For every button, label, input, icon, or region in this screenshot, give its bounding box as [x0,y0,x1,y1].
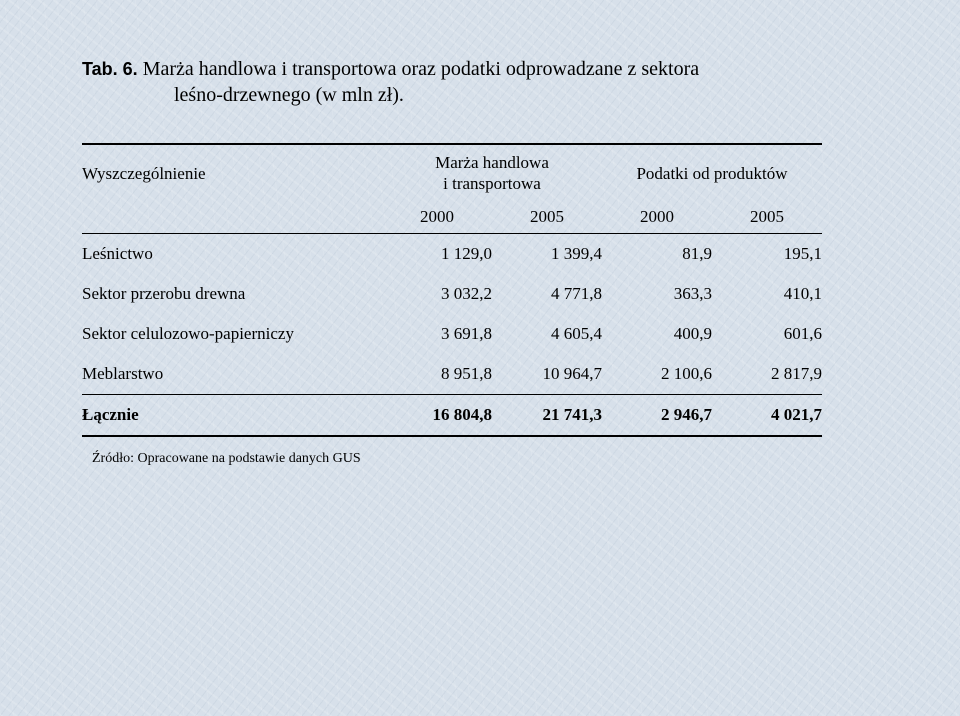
header-year: 2005 [492,201,602,234]
cell-value: 8 951,8 [441,364,492,383]
cell-value: 363,3 [673,284,712,303]
cell-value: 1 399,4 [551,244,602,263]
source-note: Źródło: Opracowane na podstawie danych GUS [92,451,361,466]
row-label: Meblarstwo [82,364,164,383]
header-year: 2005 [712,201,822,234]
cell-value: 601,6 [783,324,822,343]
title-line-1: Marża handlowa i transportowa oraz podatki odprowadzane z sektora [142,58,700,80]
table-row [82,274,822,314]
total-label: Łącznie [82,395,382,437]
header-year: 2000 [602,201,712,234]
header-group-taxes: Podatki od produktów [602,144,822,201]
row-label: Leśnictwo [82,244,153,263]
cell-value: 410,1 [783,284,822,303]
table-number: Tab. 6. [82,59,138,79]
row-label: Sektor przerobu drewna [82,284,246,303]
total-value: 16 804,8 [382,395,492,437]
cell-value: 2 817,9 [771,364,822,383]
table-row [82,354,822,395]
row-label: Sektor celulozowo-papierniczy [82,324,294,343]
header-group-row [82,144,822,201]
header-years-row [82,201,822,234]
cell-value: 10 964,7 [542,364,602,383]
title-line-2: leśno-drzewnego (w mln zł). [174,84,404,106]
table-row [82,234,822,275]
total-value: 21 741,3 [492,395,602,437]
total-row [82,395,822,437]
header-years-spacer [82,201,382,234]
cell-value: 4 771,8 [551,284,602,303]
table-title [82,56,902,108]
cell-value: 195,1 [783,244,822,263]
cell-value: 4 605,4 [551,324,602,343]
cell-value: 2 100,6 [661,364,712,383]
header-group-margin [382,144,602,201]
total-value: 4 021,7 [712,395,822,437]
total-value: 2 946,7 [602,395,712,437]
header-group-margin-line2: i transportowa [443,174,541,193]
header-year: 2000 [382,201,492,234]
cell-value: 1 129,0 [441,244,492,263]
cell-value: 81,9 [682,244,712,263]
data-table [82,143,822,437]
header-group-margin-line1: Marża handlowa [435,153,549,172]
table-row [82,314,822,354]
cell-value: 400,9 [673,324,712,343]
cell-value: 3 691,8 [441,324,492,343]
header-label: Wyszczególnienie [82,144,382,201]
cell-value: 3 032,2 [441,284,492,303]
